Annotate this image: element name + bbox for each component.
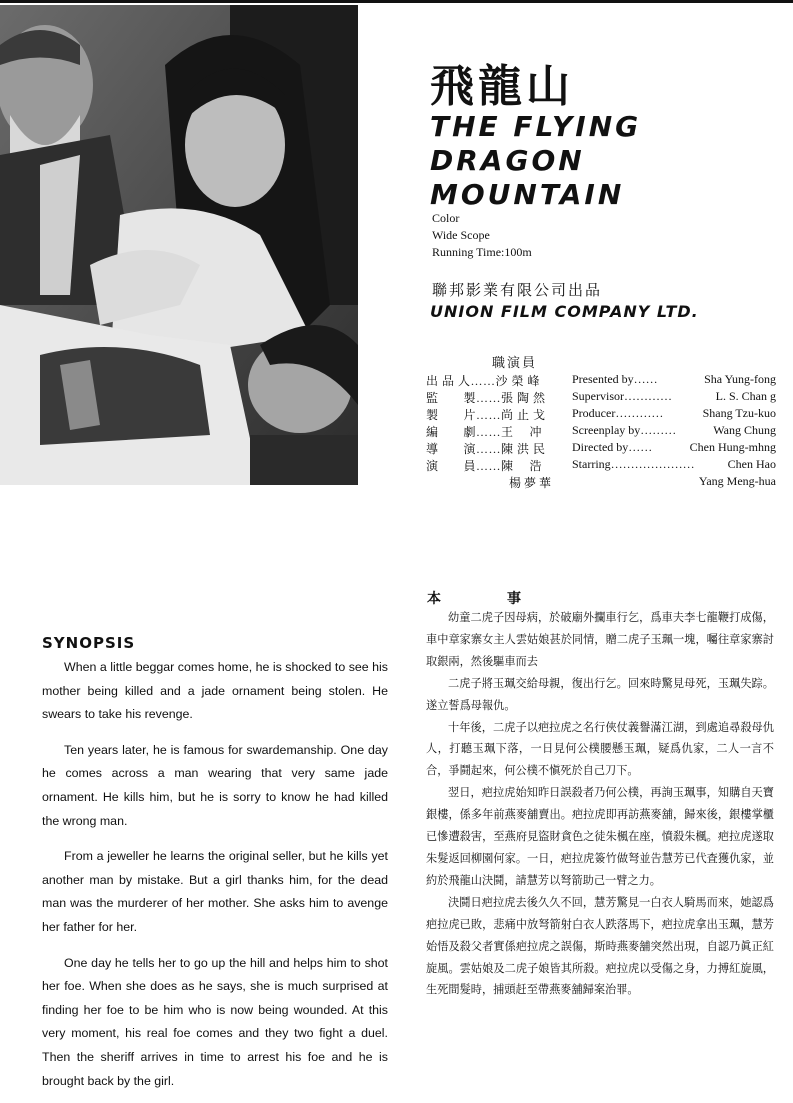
synopsis-paragraph: From a jeweller he learns the original seller, but he kills yet another man by mistake. But a girl thanks him, for the dead man was the murderer of her mother. She asks him to avenge her father for her. bbox=[42, 849, 388, 934]
title-chinese: 飛龍山 bbox=[430, 61, 574, 112]
story-text-chinese bbox=[426, 607, 774, 1001]
credit-role-en: Producer………… bbox=[572, 406, 664, 420]
credit-role-en: Starring………………… bbox=[572, 457, 695, 471]
credit-row bbox=[426, 389, 776, 406]
story-heading-char: 事 bbox=[507, 591, 521, 607]
credit-cn: 導 演……陳 洪 民 bbox=[426, 442, 546, 456]
credit-cn: 楊 夢 華 bbox=[509, 476, 552, 490]
synopsis-heading: SYNOPSIS bbox=[42, 634, 136, 652]
credit-row bbox=[426, 474, 776, 491]
credit-role-en: Presented by…… bbox=[572, 372, 658, 386]
story-paragraph: 二虎子將玉珮交給母親，復出行乞。回來時驚見母死，玉珮失踪。遂立誓爲母報仇。 bbox=[426, 676, 774, 712]
top-rule bbox=[0, 0, 793, 3]
credit-name-en: Chen Hao bbox=[727, 457, 776, 471]
credit-cn: 演 員……陳 浩 bbox=[426, 459, 543, 473]
info-scope: Wide Scope bbox=[432, 228, 490, 242]
film-still-photo bbox=[0, 5, 358, 485]
credit-name-en: Shang Tzu-kuo bbox=[702, 406, 776, 420]
title-english: THE FLYING DRAGON MOUNTAIN bbox=[430, 110, 642, 211]
credit-cn: 監 製……張 陶 然 bbox=[426, 391, 546, 405]
synopsis-paragraph: Ten years later, he is famous for swardemanship. One day he comes across a man wearing that very same jade ornament. He kills him, but he is sorry to know he had killed the wrong man. bbox=[42, 742, 388, 828]
company-name-english: UNION FILM COMPANY LTD. bbox=[430, 302, 699, 321]
credit-cn: 出 品 人……沙 榮 峰 bbox=[426, 374, 541, 388]
info-color: Color bbox=[432, 211, 460, 225]
credit-row bbox=[426, 440, 776, 457]
credits-heading: 職演員 bbox=[492, 356, 538, 371]
synopsis-paragraph: One day he tells her to go up the hill and helps him to shot her foe. When she does as he says, she is much surprised at finding her foe to be him who is now being wounded. At this very moment, his real foe comes and they two fight a duel. Then the sheriff arrives in time to arrest his foe and he is brought back by the girl. bbox=[42, 955, 388, 1088]
credit-name-en: L. S. Chan g bbox=[715, 389, 776, 403]
credit-name-en: Sha Yung-fong bbox=[704, 372, 776, 386]
company-name-chinese: 聯邦影業有限公司出品 bbox=[432, 281, 603, 299]
credit-row bbox=[426, 406, 776, 423]
credit-row bbox=[426, 423, 776, 440]
story-heading-char: 本 bbox=[427, 591, 441, 607]
credit-name-en: Yang Meng-hua bbox=[698, 474, 776, 488]
credits-list bbox=[426, 372, 776, 491]
credit-row bbox=[426, 457, 776, 474]
story-paragraph: 翌日，疤拉虎始知昨日誤殺者乃何公樸，再詢玉珮事，知購自天寶銀樓，係多年前燕麥舖賣出。疤拉虎即再訪燕麥舖，歸來後，銀樓掌櫃已慘遭殺害，至燕府見盜財貪色之徒朱楓在座，憤殺朱楓。疤拉虎遂取朱髮返回柳園何家。一日，疤拉虎簽竹做弩並告慧芳已代査獲仇家，並約於飛龍山決鬪，請慧芳以弩箭助己一臂之力。 bbox=[426, 786, 774, 887]
credit-cn: 編 劇……王 冲 bbox=[426, 425, 543, 439]
synopsis-text bbox=[42, 656, 388, 1093]
synopsis-paragraph: When a little beggar comes home, he is shocked to see his mother being killed and a jade ornament being stolen. He swears to take his revenge. bbox=[42, 660, 388, 722]
story-paragraph: 決鬪日疤拉虎去後久久不回，慧芳驚見一白衣人騎馬而來，她認爲疤拉虎已敗，悲痛中放弩箭射白衣人跌落馬下，疤拉虎拿出玉珮，慧芳始悟及殺父者實係疤拉虎之誤傷，斯時燕麥舖突然出現，自認乃眞正紅旋風。雲姑娘及二虎子娘皆其所殺。疤拉虎以受傷之身，力搏紅旋風，生死間髮時，捕頭赶至帶燕麥舖歸案治罪。 bbox=[426, 895, 774, 997]
story-paragraph: 幼童二虎子因母病，於破廟外攔車行乞，爲車夫李七龍鞭打成傷，車中章家寨女主人雲姑娘甚於同情，贈二虎子玉珮一塊，囑往章家寨討取銀兩，然後驅車而去 bbox=[426, 611, 774, 668]
film-info bbox=[432, 210, 532, 261]
credit-role-en: Directed by…… bbox=[572, 440, 653, 454]
credit-name-en: Wang Chung bbox=[713, 423, 776, 437]
credit-role-en: Screenplay by……… bbox=[572, 423, 677, 437]
credit-cn: 製 片……尚 止 戈 bbox=[426, 408, 546, 422]
credit-role-en: Supervisor………… bbox=[572, 389, 672, 403]
info-running-time: Running Time:100m bbox=[432, 245, 532, 259]
credit-row bbox=[426, 372, 776, 389]
story-heading bbox=[427, 588, 521, 608]
story-paragraph: 十年後，二虎子以疤拉虎之名行俠仗義譽滿江湖，到處追尋殺母仇人，打聽玉珮下落，一日見何公樸腰懸玉珮，疑爲仇家，二人一言不合，爭鬪起來，何公樸不愼死於自己刀下。 bbox=[426, 720, 774, 778]
credit-name-en: Chen Hung-mhng bbox=[689, 440, 776, 454]
